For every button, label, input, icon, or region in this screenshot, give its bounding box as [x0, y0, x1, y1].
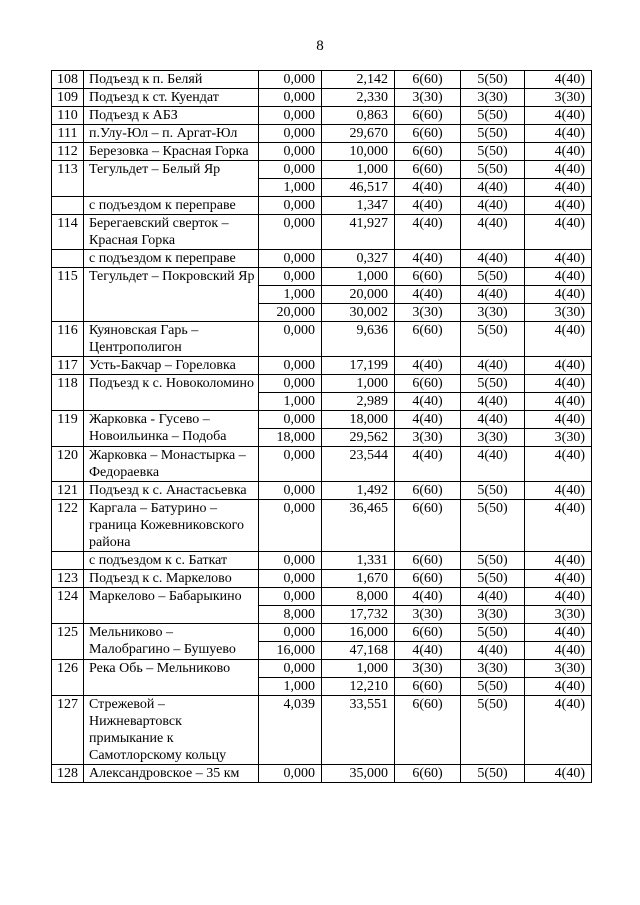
km-from: 0,000	[259, 357, 322, 375]
category-1: 3(30)	[395, 606, 461, 624]
category-2: 4(40)	[461, 447, 525, 482]
category-3: 4(40)	[525, 624, 592, 642]
road-number: 128	[52, 765, 84, 783]
km-from: 0,000	[259, 197, 322, 215]
road-number: 122	[52, 500, 84, 552]
road-name: Тегульдет – Белый Яр	[84, 161, 259, 197]
road-number: 124	[52, 588, 84, 624]
road-number: 119	[52, 411, 84, 447]
km-from: 0,000	[259, 161, 322, 179]
km-from: 0,000	[259, 500, 322, 552]
category-2: 5(50)	[461, 125, 525, 143]
km-to: 1,347	[322, 197, 395, 215]
category-3: 4(40)	[525, 197, 592, 215]
category-3: 4(40)	[525, 107, 592, 125]
category-3: 4(40)	[525, 179, 592, 197]
road-name: Стрежевой – Нижневартовск примыкание к Самотлорскому кольцу	[84, 696, 259, 765]
category-1: 4(40)	[395, 411, 461, 429]
road-name: Каргала – Батурино – граница Кожевниковского района	[84, 500, 259, 552]
category-3: 4(40)	[525, 482, 592, 500]
km-from: 1,000	[259, 286, 322, 304]
category-3: 4(40)	[525, 588, 592, 606]
category-2: 4(40)	[461, 393, 525, 411]
km-from: 0,000	[259, 71, 322, 89]
km-from: 0,000	[259, 552, 322, 570]
km-from: 0,000	[259, 482, 322, 500]
road-number: 111	[52, 125, 84, 143]
table-row	[52, 588, 592, 606]
category-1: 3(30)	[395, 660, 461, 678]
category-3: 4(40)	[525, 642, 592, 660]
category-1: 6(60)	[395, 268, 461, 286]
category-2: 4(40)	[461, 357, 525, 375]
category-3: 4(40)	[525, 268, 592, 286]
category-2: 4(40)	[461, 215, 525, 250]
km-to: 20,000	[322, 286, 395, 304]
category-1: 4(40)	[395, 447, 461, 482]
table-row	[52, 696, 592, 765]
road-number: 109	[52, 89, 84, 107]
category-1: 6(60)	[395, 678, 461, 696]
category-2: 4(40)	[461, 411, 525, 429]
category-2: 5(50)	[461, 107, 525, 125]
category-3: 4(40)	[525, 411, 592, 429]
road-number: 108	[52, 71, 84, 89]
category-1: 6(60)	[395, 765, 461, 783]
road-name: Жарковка – Монастырка – Федораевка	[84, 447, 259, 482]
km-to: 2,142	[322, 71, 395, 89]
km-from: 0,000	[259, 89, 322, 107]
category-2: 3(30)	[461, 429, 525, 447]
road-number	[52, 552, 84, 570]
category-1: 6(60)	[395, 107, 461, 125]
km-to: 16,000	[322, 624, 395, 642]
table-row	[52, 215, 592, 250]
table-row	[52, 624, 592, 642]
table-row	[52, 143, 592, 161]
km-to: 1,492	[322, 482, 395, 500]
km-from: 0,000	[259, 375, 322, 393]
km-from: 8,000	[259, 606, 322, 624]
category-1: 6(60)	[395, 143, 461, 161]
category-3: 4(40)	[525, 71, 592, 89]
km-to: 18,000	[322, 411, 395, 429]
category-2: 5(50)	[461, 552, 525, 570]
road-number: 117	[52, 357, 84, 375]
road-number: 118	[52, 375, 84, 411]
category-1: 4(40)	[395, 393, 461, 411]
table-row	[52, 107, 592, 125]
category-3: 4(40)	[525, 357, 592, 375]
category-1: 3(30)	[395, 429, 461, 447]
table-row	[52, 322, 592, 357]
category-3: 4(40)	[525, 161, 592, 179]
category-3: 4(40)	[525, 570, 592, 588]
category-2: 5(50)	[461, 696, 525, 765]
table-row	[52, 411, 592, 429]
km-to: 12,210	[322, 678, 395, 696]
road-number	[52, 197, 84, 215]
category-2: 5(50)	[461, 765, 525, 783]
table-row	[52, 482, 592, 500]
table-row	[52, 268, 592, 286]
km-from: 4,039	[259, 696, 322, 765]
table-row	[52, 375, 592, 393]
category-1: 6(60)	[395, 71, 461, 89]
road-name: п.Улу-Юл – п. Аргат-Юл	[84, 125, 259, 143]
km-from: 0,000	[259, 322, 322, 357]
km-to: 1,000	[322, 161, 395, 179]
category-2: 5(50)	[461, 500, 525, 552]
km-to: 1,331	[322, 552, 395, 570]
km-from: 0,000	[259, 125, 322, 143]
category-3: 4(40)	[525, 250, 592, 268]
road-number: 116	[52, 322, 84, 357]
km-to: 1,670	[322, 570, 395, 588]
category-1: 4(40)	[395, 215, 461, 250]
category-2: 5(50)	[461, 570, 525, 588]
road-number: 110	[52, 107, 84, 125]
category-1: 3(30)	[395, 304, 461, 322]
category-3: 3(30)	[525, 89, 592, 107]
km-to: 46,517	[322, 179, 395, 197]
km-from: 0,000	[259, 215, 322, 250]
table-row	[52, 125, 592, 143]
table-row	[52, 89, 592, 107]
sub-road-name: с подъездом к переправе	[84, 250, 259, 268]
table-row	[52, 447, 592, 482]
sub-road-name: с подъездом к с. Баткат	[84, 552, 259, 570]
table-row	[52, 71, 592, 89]
table-row	[52, 765, 592, 783]
road-name: Река Обь – Мельниково	[84, 660, 259, 696]
category-1: 4(40)	[395, 588, 461, 606]
category-2: 3(30)	[461, 304, 525, 322]
category-3: 4(40)	[525, 447, 592, 482]
road-name: Мельниково – Малобрагино – Бушуево	[84, 624, 259, 660]
km-to: 2,989	[322, 393, 395, 411]
road-number: 115	[52, 268, 84, 322]
road-number	[52, 250, 84, 268]
category-3: 4(40)	[525, 215, 592, 250]
road-name: Берегаевский сверток – Красная Горка	[84, 215, 259, 250]
km-from: 20,000	[259, 304, 322, 322]
road-name: Подъезд к с. Новоколомино	[84, 375, 259, 411]
km-from: 0,000	[259, 268, 322, 286]
km-to: 0,863	[322, 107, 395, 125]
km-from: 0,000	[259, 143, 322, 161]
category-2: 4(40)	[461, 286, 525, 304]
category-1: 6(60)	[395, 482, 461, 500]
category-2: 5(50)	[461, 268, 525, 286]
category-1: 6(60)	[395, 322, 461, 357]
category-1: 4(40)	[395, 357, 461, 375]
category-3: 4(40)	[525, 375, 592, 393]
km-from: 0,000	[259, 588, 322, 606]
road-name: Куяновская Гарь – Центрополигон	[84, 322, 259, 357]
road-number: 127	[52, 696, 84, 765]
category-1: 6(60)	[395, 624, 461, 642]
category-2: 5(50)	[461, 678, 525, 696]
category-3: 3(30)	[525, 660, 592, 678]
km-from: 0,000	[259, 250, 322, 268]
category-3: 4(40)	[525, 765, 592, 783]
category-1: 6(60)	[395, 552, 461, 570]
km-to: 29,670	[322, 125, 395, 143]
table-row	[52, 552, 592, 570]
category-3: 4(40)	[525, 393, 592, 411]
table-row	[52, 250, 592, 268]
km-to: 8,000	[322, 588, 395, 606]
road-name: Жарковка - Гусево – Новоильинка – Подоба	[84, 411, 259, 447]
table-row	[52, 570, 592, 588]
category-1: 6(60)	[395, 500, 461, 552]
km-to: 33,551	[322, 696, 395, 765]
category-3: 3(30)	[525, 429, 592, 447]
category-2: 5(50)	[461, 322, 525, 357]
category-2: 5(50)	[461, 161, 525, 179]
km-to: 0,327	[322, 250, 395, 268]
category-3: 3(30)	[525, 304, 592, 322]
category-1: 6(60)	[395, 696, 461, 765]
table-row	[52, 660, 592, 678]
category-2: 5(50)	[461, 71, 525, 89]
km-from: 0,000	[259, 660, 322, 678]
km-to: 47,168	[322, 642, 395, 660]
road-name: Подъезд к п. Беляй	[84, 71, 259, 89]
category-1: 6(60)	[395, 570, 461, 588]
category-1: 3(30)	[395, 89, 461, 107]
km-from: 1,000	[259, 393, 322, 411]
category-3: 4(40)	[525, 552, 592, 570]
road-name: Подъезд к с. Маркелово	[84, 570, 259, 588]
road-name: Маркелово – Бабарыкино	[84, 588, 259, 624]
category-1: 4(40)	[395, 286, 461, 304]
km-from: 16,000	[259, 642, 322, 660]
road-number: 113	[52, 161, 84, 197]
category-2: 4(40)	[461, 588, 525, 606]
page-number: 8	[316, 38, 324, 54]
km-from: 1,000	[259, 179, 322, 197]
category-1: 6(60)	[395, 161, 461, 179]
category-2: 4(40)	[461, 642, 525, 660]
km-to: 2,330	[322, 89, 395, 107]
category-3: 4(40)	[525, 500, 592, 552]
roads-table	[51, 70, 592, 783]
road-number: 123	[52, 570, 84, 588]
km-to: 17,199	[322, 357, 395, 375]
sub-road-name: с подъездом к переправе	[84, 197, 259, 215]
road-number: 112	[52, 143, 84, 161]
category-1: 6(60)	[395, 125, 461, 143]
category-3: 4(40)	[525, 696, 592, 765]
km-from: 0,000	[259, 107, 322, 125]
km-to: 9,636	[322, 322, 395, 357]
road-number: 126	[52, 660, 84, 696]
category-2: 5(50)	[461, 143, 525, 161]
km-from: 0,000	[259, 447, 322, 482]
category-3: 4(40)	[525, 143, 592, 161]
road-name: Тегульдет – Покровский Яр	[84, 268, 259, 322]
road-name: Подъезд к АБЗ	[84, 107, 259, 125]
category-3: 4(40)	[525, 286, 592, 304]
category-2: 3(30)	[461, 89, 525, 107]
km-to: 1,000	[322, 268, 395, 286]
category-2: 4(40)	[461, 197, 525, 215]
km-from: 0,000	[259, 570, 322, 588]
category-2: 5(50)	[461, 375, 525, 393]
road-number: 125	[52, 624, 84, 660]
category-1: 4(40)	[395, 642, 461, 660]
category-3: 4(40)	[525, 322, 592, 357]
category-3: 4(40)	[525, 678, 592, 696]
road-number: 121	[52, 482, 84, 500]
road-name: Подъезд к с. Анастасьевка	[84, 482, 259, 500]
km-to: 17,732	[322, 606, 395, 624]
km-to: 29,562	[322, 429, 395, 447]
km-to: 1,000	[322, 660, 395, 678]
km-to: 10,000	[322, 143, 395, 161]
category-1: 6(60)	[395, 375, 461, 393]
km-to: 23,544	[322, 447, 395, 482]
road-name: Березовка – Красная Горка	[84, 143, 259, 161]
category-2: 3(30)	[461, 606, 525, 624]
table-row	[52, 500, 592, 552]
category-2: 4(40)	[461, 179, 525, 197]
category-2: 5(50)	[461, 624, 525, 642]
km-to: 36,465	[322, 500, 395, 552]
km-to: 35,000	[322, 765, 395, 783]
category-1: 4(40)	[395, 197, 461, 215]
km-from: 0,000	[259, 411, 322, 429]
category-3: 3(30)	[525, 606, 592, 624]
km-to: 1,000	[322, 375, 395, 393]
category-2: 4(40)	[461, 250, 525, 268]
category-1: 4(40)	[395, 250, 461, 268]
km-from: 0,000	[259, 765, 322, 783]
km-to: 30,002	[322, 304, 395, 322]
km-from: 18,000	[259, 429, 322, 447]
category-1: 4(40)	[395, 179, 461, 197]
km-from: 0,000	[259, 624, 322, 642]
road-number: 120	[52, 447, 84, 482]
km-to: 41,927	[322, 215, 395, 250]
category-3: 4(40)	[525, 125, 592, 143]
category-2: 5(50)	[461, 482, 525, 500]
table-row	[52, 197, 592, 215]
road-name: Александровское – 35 км	[84, 765, 259, 783]
category-2: 3(30)	[461, 660, 525, 678]
km-from: 1,000	[259, 678, 322, 696]
road-name: Усть-Бакчар – Гореловка	[84, 357, 259, 375]
table-row	[52, 357, 592, 375]
road-name: Подъезд к ст. Куендат	[84, 89, 259, 107]
road-number: 114	[52, 215, 84, 250]
table-row	[52, 161, 592, 179]
